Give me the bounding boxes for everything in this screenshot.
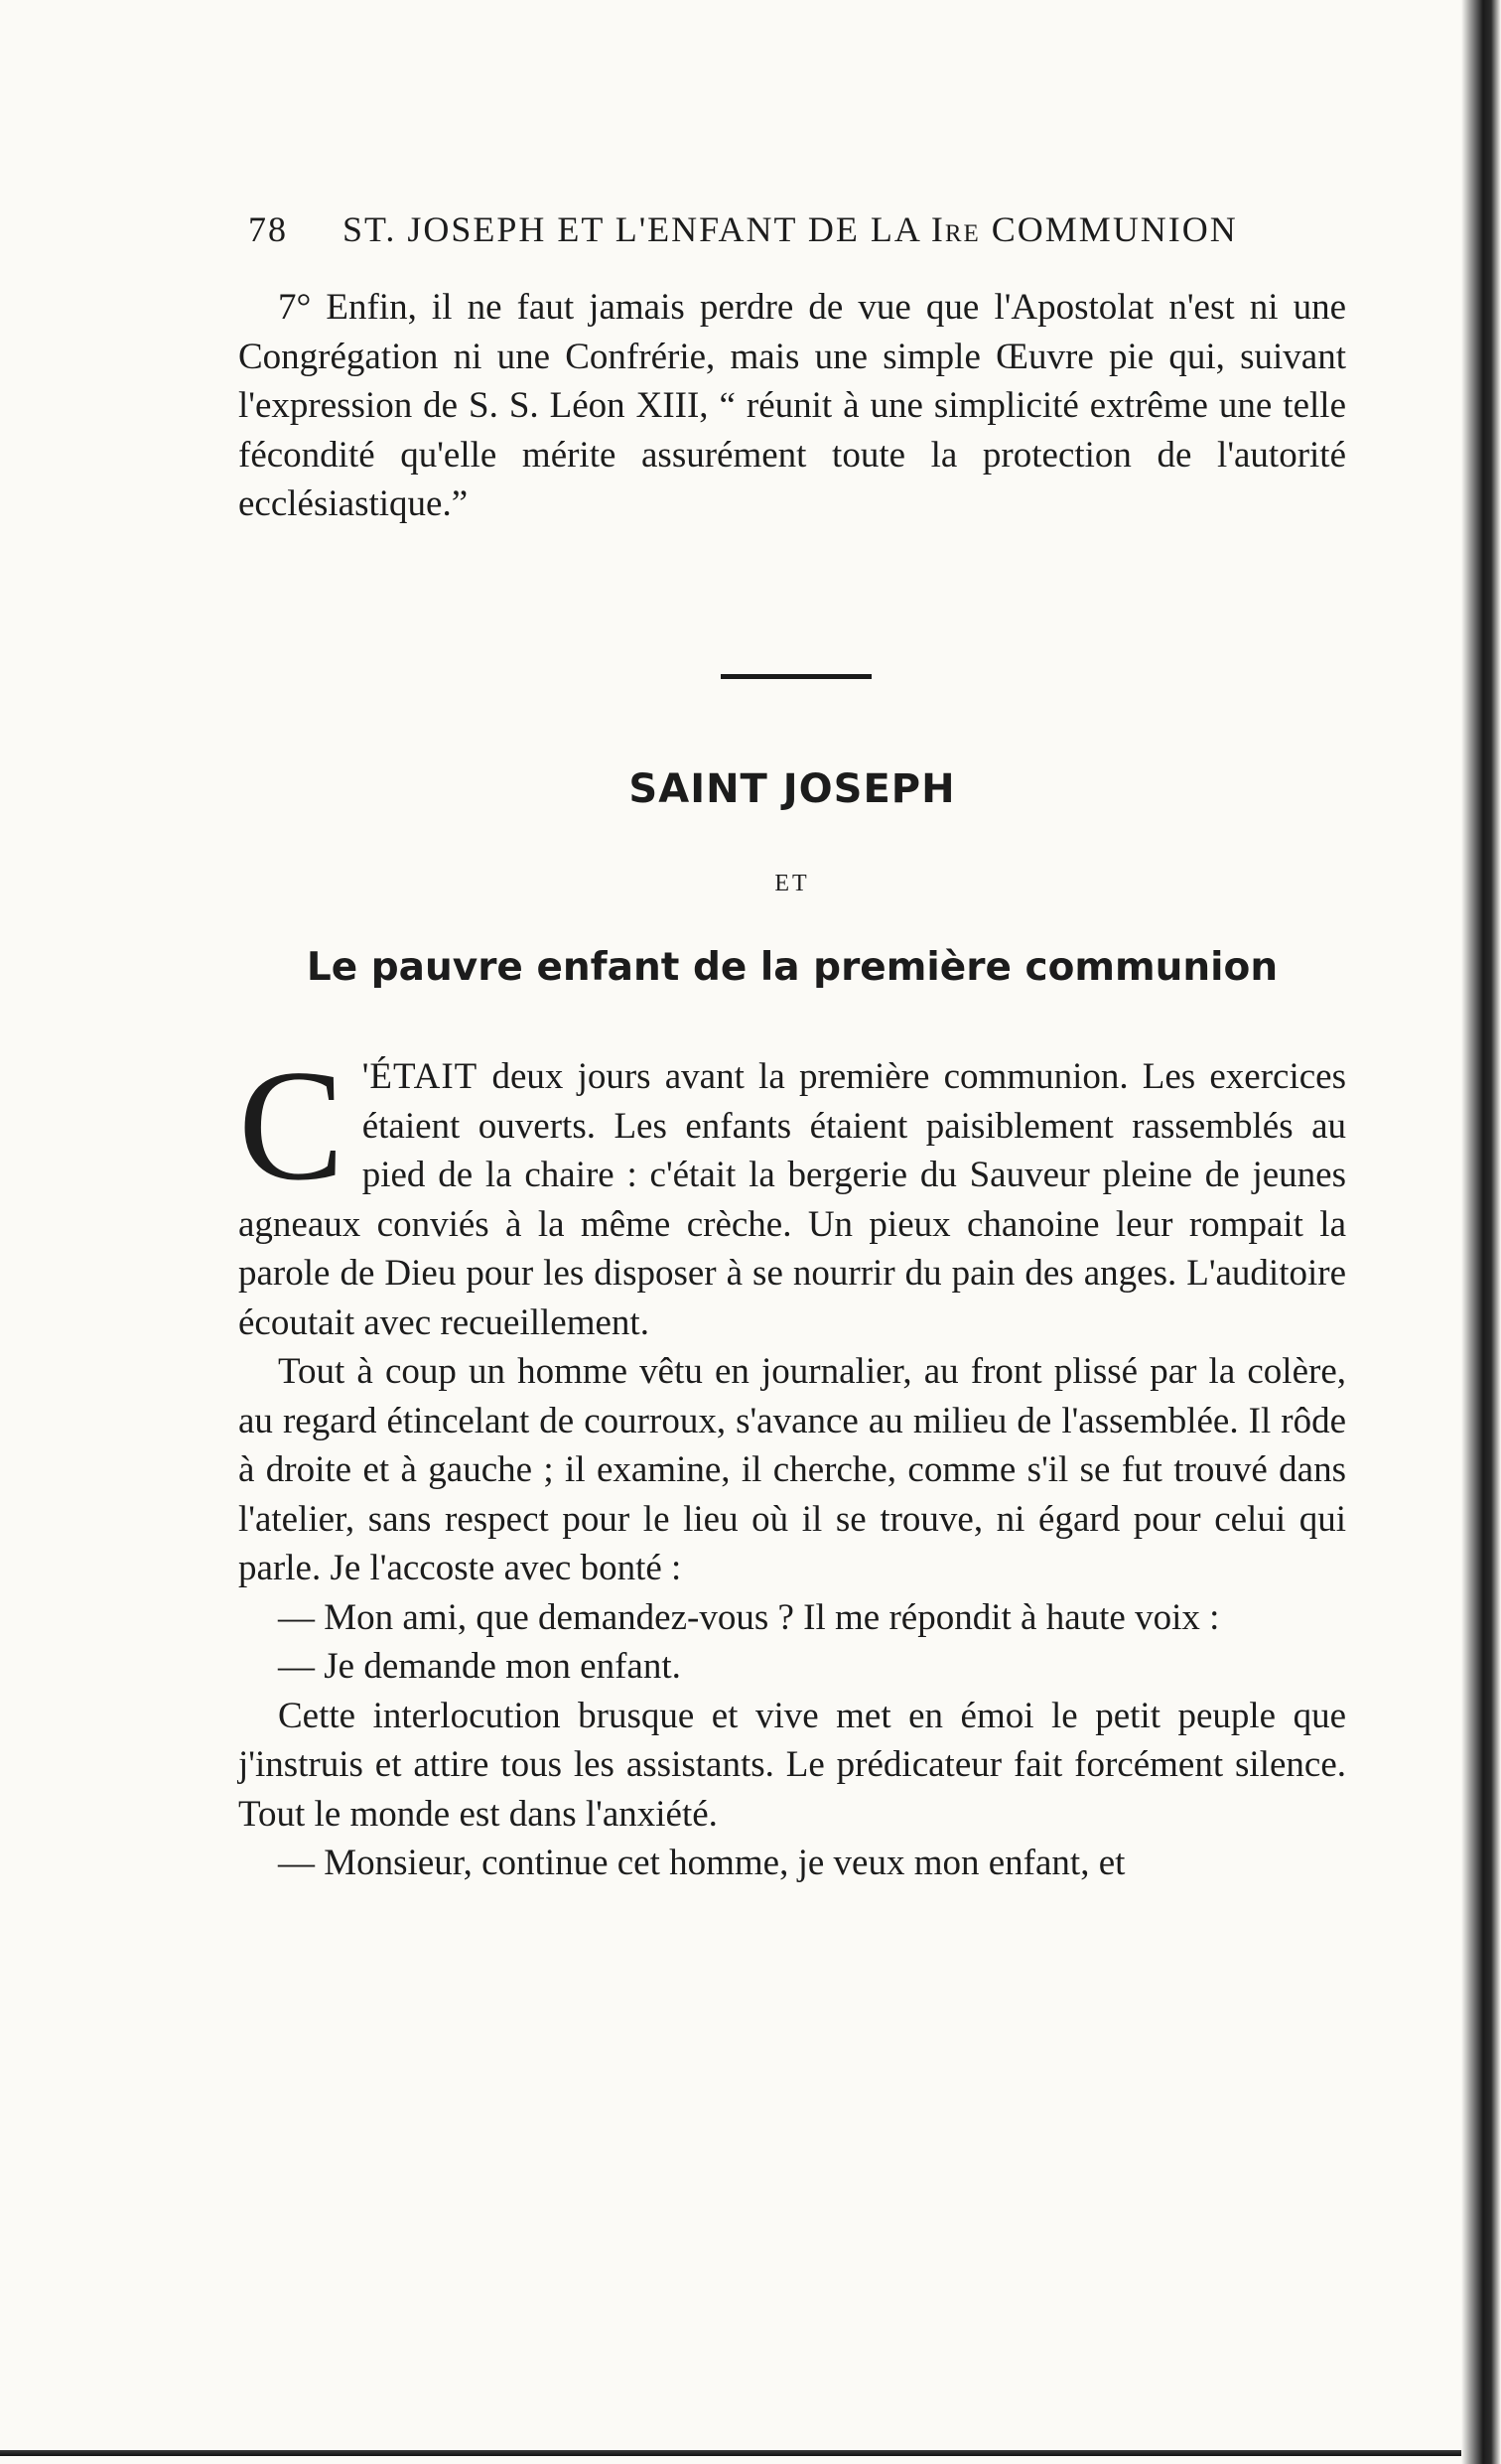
- story-block: [238, 1036, 1346, 1888]
- story-paragraph-2: Tout à coup un homme vêtu en journalier, au front plissé par la colère, au regard étincelant de courroux, s'avance au milieu de l'assemblée. Il rôde à droite et à gauche ; il examine, il cherche, comme s'il se fut trouvé dans l'atelier, sans respect pour le lieu où il se trouve, ni égard pour celui qui parle. Je l'accoste avec bonté :: [238, 1351, 1346, 1588]
- chapter-subtitle: Le pauvre enfant de la première communion: [306, 945, 1279, 990]
- bottom-edge-shadow: [0, 2450, 1461, 2456]
- intro-block: [238, 283, 1346, 529]
- section-divider: [721, 674, 872, 679]
- story-paragraph-3: — Mon ami, que demandez-vous ? Il me répondit à haute voix :: [278, 1596, 1220, 1638]
- story-paragraph-1-text: deux jours avant la première communion. Les exercices étaient ouverts. Les enfants étaient paisiblement rassemblés au pied de la chaire : c'était la bergerie du Sauveur pleine de jeunes agneaux conviés à la même crèche. Un pieux chanoine leur rompait la parole de Dieu pour les disposer à se nourrir du pain des anges. L'auditoire écoutait avec recueillement.: [238, 1056, 1346, 1343]
- chapter-title: SAINT JOSEPH: [628, 766, 956, 812]
- story-paragraph-5: Cette interlocution brusque et vive met en émoi le petit peuple que j'instruis et attire tous les assistants. Le prédicateur fait forcément silence. Tout le monde est dans l'anxiété.: [238, 1695, 1346, 1835]
- story-paragraph-6: — Monsieur, continue cet homme, je veux mon enfant, et: [278, 1843, 1126, 1883]
- story-paragraph-4: — Je demande mon enfant.: [278, 1646, 681, 1687]
- story-paragraph-1: [238, 1036, 1346, 1347]
- page-edge-shadow: [1461, 0, 1501, 2464]
- running-title: ST. JOSEPH ET L'ENFANT DE LA Ire COMMUNION: [342, 209, 1238, 249]
- running-header: [248, 208, 1360, 250]
- drop-cap: C: [238, 1036, 344, 1213]
- intro-paragraph: 7° Enfin, il ne faut jamais perdre de vue que l'Apostolat n'est ni une Congrégation ni une Confrérie, mais une simple Œuvre pie qui, suivant l'expression de S. S. Léon XIII, “ réunit à une simplicité extrême une telle fécondité qu'elle mérite assurément toute la protection de l'autorité ecclésiastique.”: [238, 287, 1346, 524]
- opening-small-caps: 'ÉTAIT: [361, 1056, 478, 1097]
- title-conjunction: ET: [774, 871, 810, 896]
- page-number: 78: [248, 209, 288, 249]
